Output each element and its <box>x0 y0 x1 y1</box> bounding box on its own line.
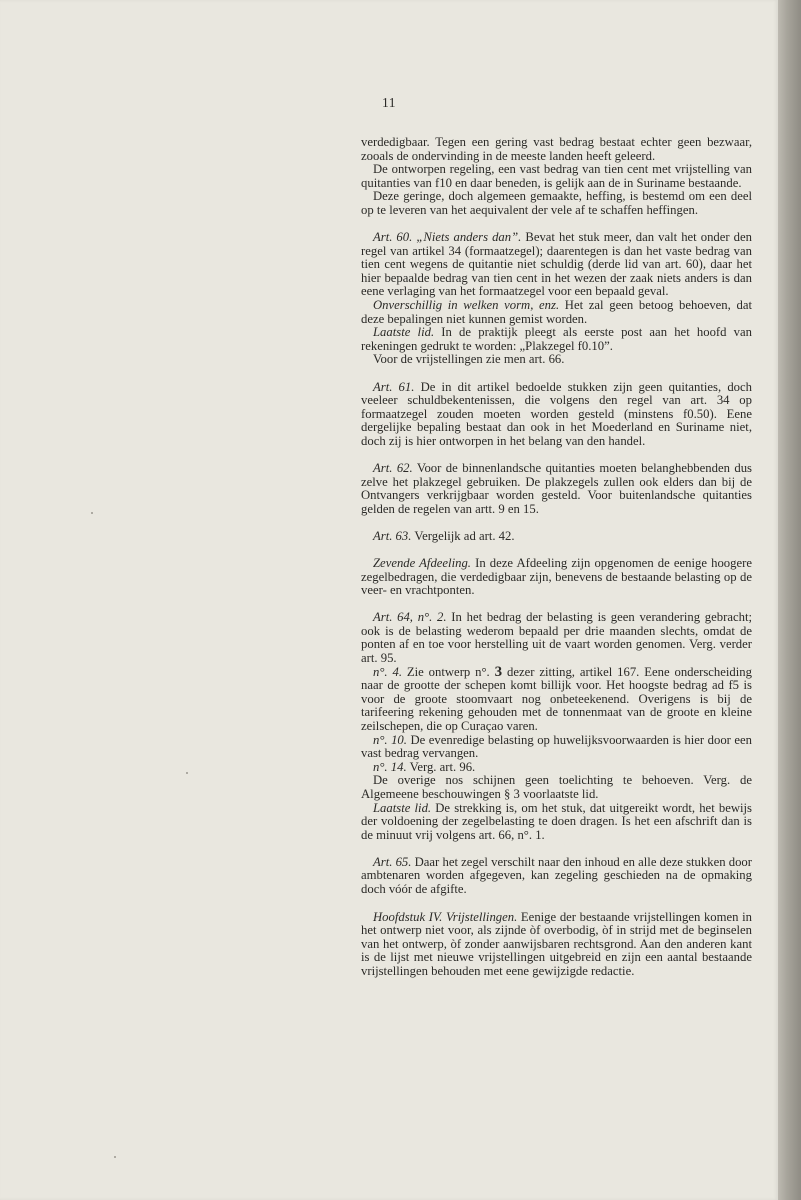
paper-speck <box>114 1156 116 1158</box>
page-number: 11 <box>382 95 396 110</box>
subheading: n°. 14. <box>373 759 407 774</box>
paragraph: Art. 61. De in dit artikel bedoelde stukken zijn geen quitanties, doch veeleer schuldbekentenissen, die volgens den regel van art. 34 op formaatzegel zouden moeten worden gesteld (minstens f0.50). Eene dergelijke bepaling bestaat dan ook in het Moederland en Suriname niet, doch zij is hier ontworpen in het belang van den handel. <box>361 379 752 448</box>
bold-number: 3 <box>494 663 503 680</box>
paragraph: Art. 60. „Niets anders dan”. Bevat het stuk meer, dan valt het onder den regel van artikel 34 (formaatzegel); daarentegen is dan het vaste bedrag van tien cent wegens de quitantie niet schuldig (derde lid van art. 60), daar het hier bepaalde bedrag van tien cent in het wezen der zaak niets anders is dan eene verlaging van het formaatzegel voor een bepaald geval. <box>361 230 752 299</box>
article-heading: Art. 60. „Niets anders dan”. <box>373 230 522 245</box>
paragraph: Art. 64, n°. 2. In het bedrag der belasting is geen verandering gebracht; ook is de belasting wederom bepaald per drie maanden slechts, omdat de ponten af en toe voor herstelling uit de vaart worden genomen. Verg. verder art. 95. <box>361 610 752 665</box>
article-heading: Art. 62. <box>373 460 413 475</box>
paragraph: n°. 14. Verg. art. 96. <box>373 759 476 774</box>
subheading: Laatste lid. <box>373 325 435 340</box>
article-heading: Art. 63. <box>373 528 412 543</box>
paper-speck <box>91 512 93 514</box>
section-heading: Zevende Afdeeling. <box>373 555 471 570</box>
article-heading: Art. 61. <box>373 379 415 394</box>
subheading: Laatste lid. <box>373 800 432 815</box>
subheading: n°. 10. <box>373 732 407 747</box>
paragraph: Art. 63. Vergelijk ad art. 42. <box>373 528 515 543</box>
body-text <box>361 136 752 979</box>
paragraph: Hoofdstuk IV. Vrijstellingen. Eenige der bestaande vrijstellingen komen in het ontwerp niet voor, als zijnde òf overbodig, òf in strijd met de beginselen van het ontwerp, òf zonder aanwijsbaren rechtsgrond. Aan den anderen kant is de lijst met nieuwe vrijstellingen uitgebreid en zijn een aantal bestaande vrijstellingen behouden met eene gewijzigde redactie. <box>361 909 753 978</box>
paragraph: De ontworpen regeling, een vast bedrag van tien cent met vrijstelling van quitanties van f10 en daar beneden, is gelijk aan de in Suriname bestaande. <box>361 162 752 190</box>
subheading: n°. 4. <box>373 664 402 679</box>
chapter-heading: Hoofdstuk IV. Vrijstellingen. <box>373 909 518 924</box>
paragraph: Laatste lid. In de praktijk pleegt als eerste post aan het hoofd van rekeningen gedrukt te worden: „Plakzegel f0.10”. <box>361 325 753 353</box>
subheading: Onverschillig in welken vorm, enz. <box>373 298 560 313</box>
article-heading: Art. 64, n°. 2. <box>373 610 447 625</box>
paragraph: Zevende Afdeeling. In deze Afdeeling zijn opgenomen de eenige hoogere zegelbedragen, die verdedigbaar zijn, benevens de bestaande belasting op de veer- en vrachtponten. <box>361 555 752 598</box>
paragraph: De overige nos schijnen geen toelichting te behoeven. Verg. de Algemeene beschouwingen § 3 voorlaatste lid. <box>361 773 752 801</box>
paragraph: Art. 62. Voor de binnenlandsche quitanties moeten belanghebbenden dus zelve het plakzegel gebruiken. De plakzegels zullen ook elders dan bij de Ontvangers verkrijgbaar worden gesteld. Voor buitenlandsche quitanties gelden de regelen van artt. 9 en 15. <box>361 460 752 516</box>
paragraph: Deze geringe, doch algemeen gemaakte, heffing, is bestemd om een deel op te leveren van het aequivalent der vele af te schaffen heffingen. <box>361 189 752 217</box>
article-heading: Art. 65. <box>373 854 412 869</box>
paragraph: Laatste lid. De strekking is, om het stuk, dat uitgereikt wordt, het bewijs der voldoening der zegelbelasting te doen dragen. Is het een afschrift dan is de minuut vrij volgens art. 66, n°. 1. <box>361 800 752 842</box>
paragraph: Onverschillig in welken vorm, enz. Het zal geen betoog behoeven, dat deze bepalingen niet kunnen gemist worden. <box>361 298 752 326</box>
paragraph: verdedigbaar. Tegen een gering vast bedrag bestaat echter geen bezwaar, zooals de ondervinding in de meeste landen heeft geleerd. <box>361 135 752 163</box>
paragraph: n°. 4. Zie ontwerp n°. 3 dezer zitting, artikel 167. Eene onderscheiding naar de grootte der schepen komt billijk voor. Het hoogste bedrag ad f5 is voor de groote stoomvaart nog onbeteekenend. Overigens is bij de tarifeering rekening gehouden met de tonnenmaat van de groote en kleine zeilschepen, die op Curaçao varen. <box>361 663 752 733</box>
page-edge <box>778 0 801 1200</box>
paper-speck <box>186 772 188 774</box>
paragraph: Art. 65. Daar het zegel verschilt naar den inhoud en alle deze stukken door ambtenaren worden afgegeven, kan zegeling geschieden na de opmaking doch vóór de afgifte. <box>361 854 752 896</box>
paragraph: Voor de vrijstellingen zie men art. 66. <box>373 352 565 367</box>
paragraph: n°. 10. De evenredige belasting op huwelijksvoorwaarden is hier door een vast bedrag vervangen. <box>361 732 752 761</box>
